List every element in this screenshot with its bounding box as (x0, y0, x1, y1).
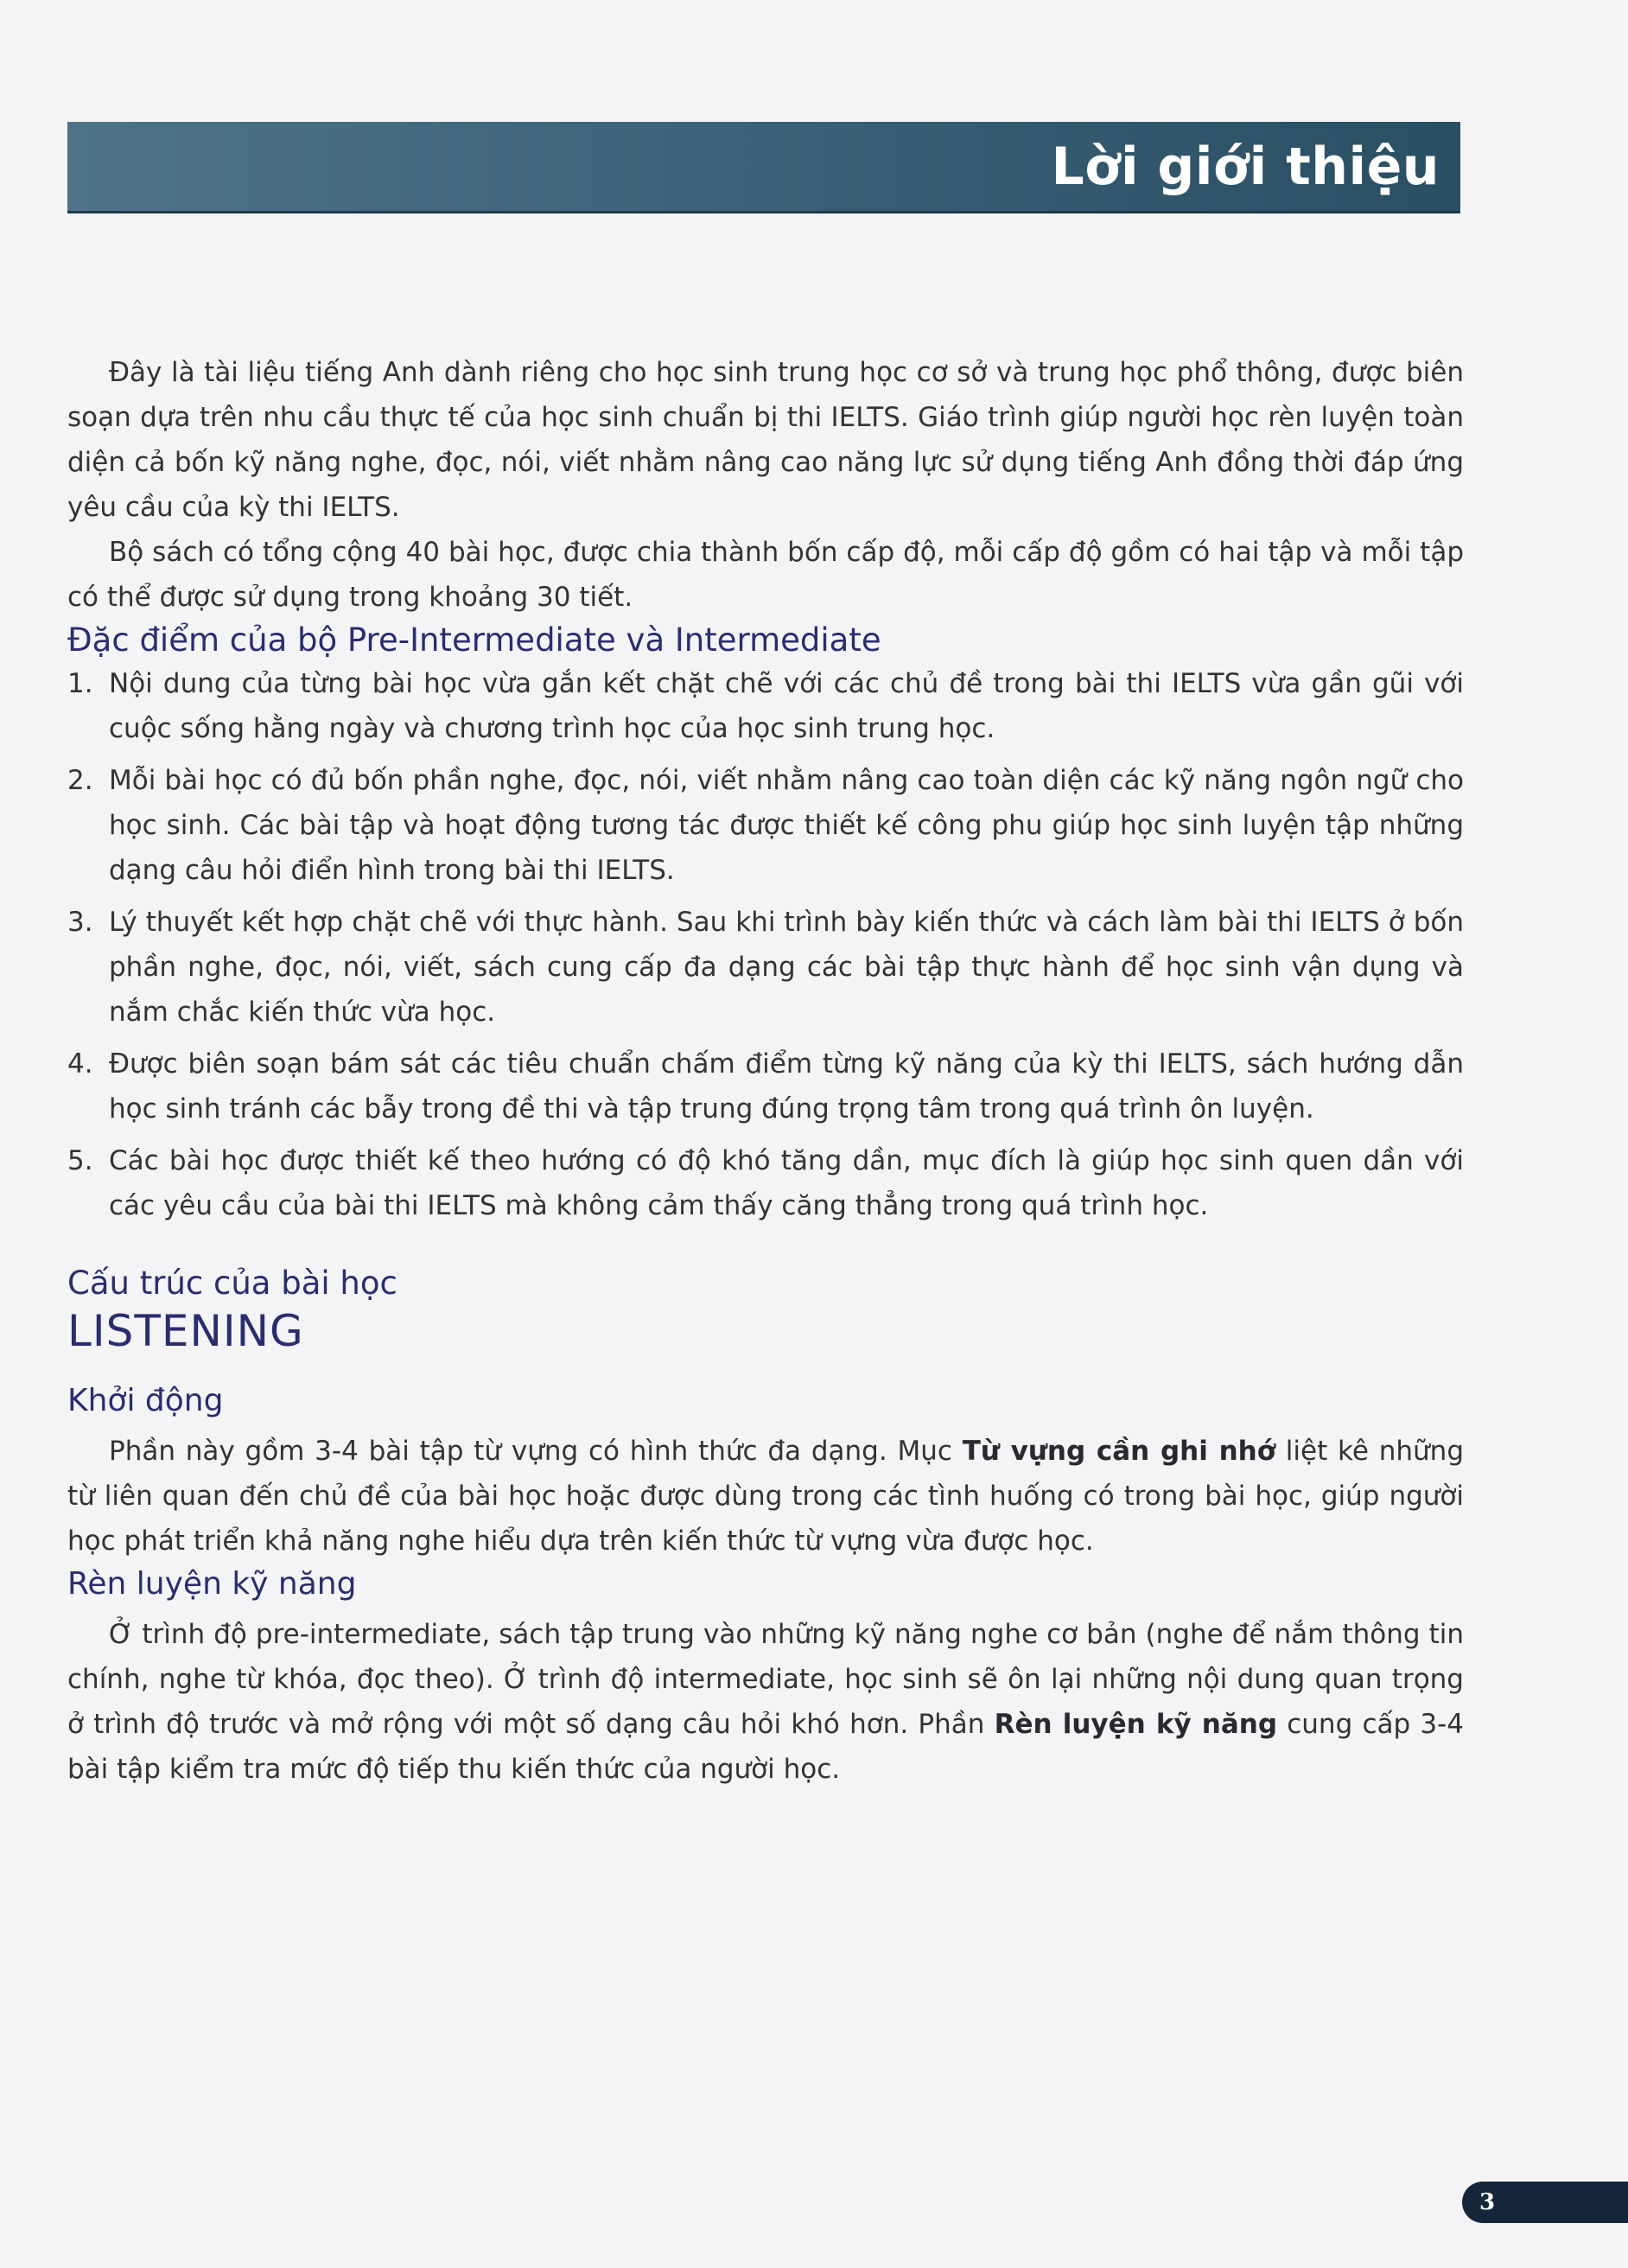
skills-bold-term: Rèn luyện kỹ năng (994, 1709, 1278, 1740)
list-item-text: Lý thuyết kết hợp chặt chẽ với thực hành. Sau khi trình bày kiến thức và cách làm bài thi IELTS ở bốn phần nghe, đọc, nói, viết, sách cung cấp đa dạng các bài tập thực hành để học sinh vận dụng và nắm chắc kiến thức vừa học. (109, 907, 1464, 1028)
intro-paragraph-2: Bộ sách có tổng cộng 40 bài học, được chia thành bốn cấp độ, mỗi cấp độ gồm có hai tập và mỗi tập có thể được sử dụng trong khoảng 30 tiết. (67, 537, 1464, 613)
skills-text-before: Ở trình độ pre-intermediate, sách tập trung vào những kỹ năng nghe cơ bản (nghe để nắm thông tin chính, nghe từ khóa, đọc theo). Ở trình độ intermediate, học sinh sẽ ôn lại những nội dung quan trọng ở trình độ trước và mở rộng với một số dạng câu hỏi khó hơn. Phần (67, 1619, 1464, 1740)
warmup-paragraph (67, 1429, 1464, 1564)
skills-text-after: cung cấp 3-4 bài tập kiểm tra mức độ tiếp thu kiến thức của người học. (67, 1709, 1464, 1785)
list-item-text: Được biên soạn bám sát các tiêu chuẩn chấm điểm từng kỹ năng của kỳ thi IELTS, sách hướng dẫn học sinh tránh các bẫy trong đề thi và tập trung đúng trọng tâm trong quá trình ôn luyện. (109, 1048, 1464, 1124)
page-number-tab (1462, 2182, 1628, 2223)
page-content (67, 350, 1464, 1792)
features-list-item (67, 1042, 1464, 1131)
structure-heading: Cấu trúc của bài học (67, 1265, 397, 1302)
warmup-bold-term: Từ vựng cần ghi nhớ (962, 1436, 1276, 1467)
features-list-item (67, 900, 1464, 1035)
features-list-item (67, 1138, 1464, 1228)
warmup-text-after: liệt kê những từ liên quan đến chủ đề của bài học hoặc được dùng trong các tình huống có trong bài học, giúp người học phát triển khả năng nghe hiểu dựa trên kiến thức từ vựng vừa được học. (67, 1436, 1465, 1557)
skills-title: Rèn luyện kỹ năng (67, 1566, 357, 1602)
features-list (67, 661, 1464, 1228)
list-item-text: Mỗi bài học có đủ bốn phần nghe, đọc, nói, viết nhằm nâng cao toàn diện các kỹ năng ngôn ngữ cho học sinh. Các bài tập và hoạt động tương tác được thiết kế công phu giúp học sinh luyện tập những dạng câu hỏi điển hình trong bài thi IELTS. (109, 765, 1464, 886)
warmup-title: Khởi động (67, 1383, 224, 1418)
list-item-number: 3. (67, 907, 93, 938)
list-item-number: 1. (67, 668, 93, 699)
skills-paragraph (67, 1612, 1464, 1792)
list-item-number: 2. (67, 765, 93, 796)
features-heading: Đặc điểm của bộ Pre-Intermediate và Intermediate (67, 621, 881, 659)
list-item-number: 4. (67, 1048, 93, 1080)
warmup-text-before: Phần này gồm 3-4 bài tập từ vựng có hình thức đa dạng. Mục (109, 1436, 963, 1467)
page-number: 3 (1479, 2189, 1496, 2215)
features-list-item (67, 661, 1464, 751)
list-item-text: Nội dung của từng bài học vừa gắn kết chặt chẽ với các chủ đề trong bài thi IELTS vừa gần gũi với cuộc sống hằng ngày và chương trình học của học sinh trung học. (109, 668, 1464, 744)
list-item-text: Các bài học được thiết kế theo hướng có độ khó tăng dần, mục đích là giúp học sinh quen dần với các yêu cầu của bài thi IELTS mà không cảm thấy căng thẳng trong quá trình học. (109, 1145, 1464, 1221)
page-title: Lời giới thiệu (1051, 137, 1440, 197)
intro-paragraph-1: Đây là tài liệu tiếng Anh dành riêng cho học sinh trung học cơ sở và trung học phổ thông, được biên soạn dựa trên nhu cầu thực tế của học sinh chuẩn bị thi IELTS. Giáo trình giúp người học rèn luyện toàn diện cả bốn kỹ năng nghe, đọc, nói, viết nhằm nâng cao năng lực sử dụng tiếng Anh đồng thời đáp ứng yêu cầu của kỳ thi IELTS. (67, 357, 1464, 523)
listening-title: LISTENING (67, 1306, 304, 1356)
title-banner (67, 122, 1460, 213)
features-list-item (67, 758, 1464, 893)
list-item-number: 5. (67, 1145, 93, 1176)
